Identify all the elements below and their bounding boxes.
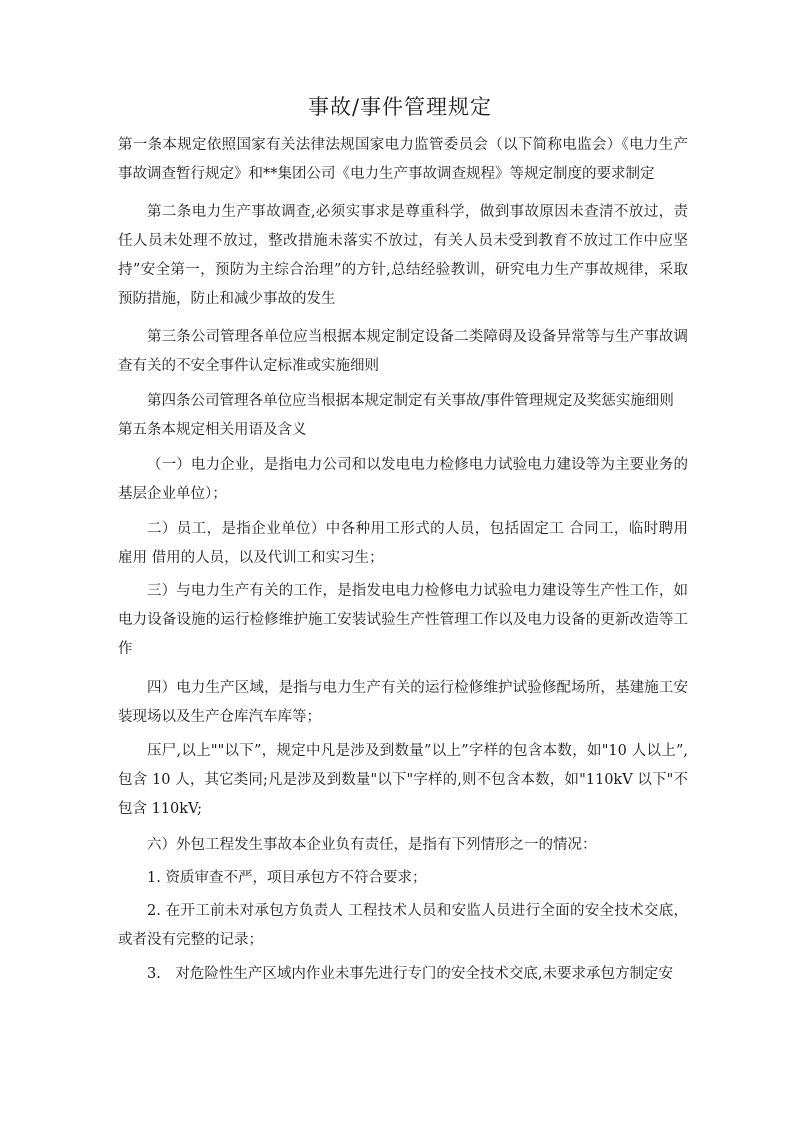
paragraph: 3. 对危险性生产区域内作业未事先进行专门的安全技术交底,未要求承包方制定安 [147,966,673,982]
paragraph: 2. 在开工前未对承包方负责人 工程技术人员和安监人员进行全面的安全技术交底，或者没有完整的记录； [118,903,688,948]
paragraph: 六）外包工程发生事故本企业负有责任，是指有下列情形之一的情况： [147,837,597,853]
article-3 [118,323,688,381]
paragraph: 第一条本规定依照国家有关法律法规国家电力监管委员会（以下简称电监会）《电力生产事故调查暂行规定》和**集团公司《电力生产事故调查规程》等规定制度的要求制定 [118,137,688,182]
paragraph: 三）与电力生产有关的工作，是指发电电力检修电力试验电力建设等生产性工作，如电力设备设施的运行检修维护施工安装试验生产性管理工作以及电力设备的更新改造等工作 [118,583,688,657]
paragraph: （一）电力企业，是指电力公司和以发电电力检修电力试验电力建设等为主要业务的基层企业单位）； [118,457,688,502]
paragraph: 第二条电力生产事故调查,必须实事求是尊重科学，做到事故原因未查清不放过，责任人员未处理不放过，整改措施未落实不放过，有关人员未受到教育不放过工作中应坚持”安全第一，预防为主综合治理”的方针,总结经验教训，研究电力生产事故规律，采取预防措施，防止和减少事故的发生 [118,204,688,307]
article-4 [118,387,688,416]
document-title: 事故/事件管理规定 [307,95,493,119]
article-1 [118,131,688,189]
paragraph: 二）员工，是指企业单位）中各种用工形式的人员，包括固定工 合同工，临时聘用雇用 借用的人员，以及代训工和实习生； [118,521,688,566]
article-5 [118,416,688,445]
paragraph: 第三条公司管理各单位应当根据本规定制定设备二类障碍及设备异常等与生产事故调查有关的不安全事件认定标准或实施细则 [118,329,688,374]
paragraph: 1. 资质审查不严，项目承包方不符合要求； [147,870,427,886]
list-item-1 [118,864,688,893]
definition-5 [118,737,688,824]
definition-3 [118,577,688,664]
list-item-3 [118,960,688,989]
definition-2 [118,515,688,573]
paragraph: 压尸,以上""以下”，规定中凡是涉及到数量”以上”字样的包含本数，如"10 人以上”,包含 10 人，其它类同;凡是涉及到数量"以下"字样的,则不包含本数，如"110kV 以下"不包含 110kV; [118,743,688,817]
definition-1 [118,451,688,509]
paragraph: 第五条本规定相关用语及含义 [118,422,307,438]
article-2 [118,198,688,314]
paragraph: 四）电力生产区域，是指与电力生产有关的运行检修维护试验修配场所，基建施工安装现场以及生产仓库汽车库等； [118,680,688,725]
paragraph: 第四条公司管理各单位应当根据本规定制定有关事故/事件管理规定及奖惩实施细则 [147,393,674,409]
definition-6 [118,831,688,860]
definition-4 [118,674,688,732]
list-item-2 [118,897,688,955]
